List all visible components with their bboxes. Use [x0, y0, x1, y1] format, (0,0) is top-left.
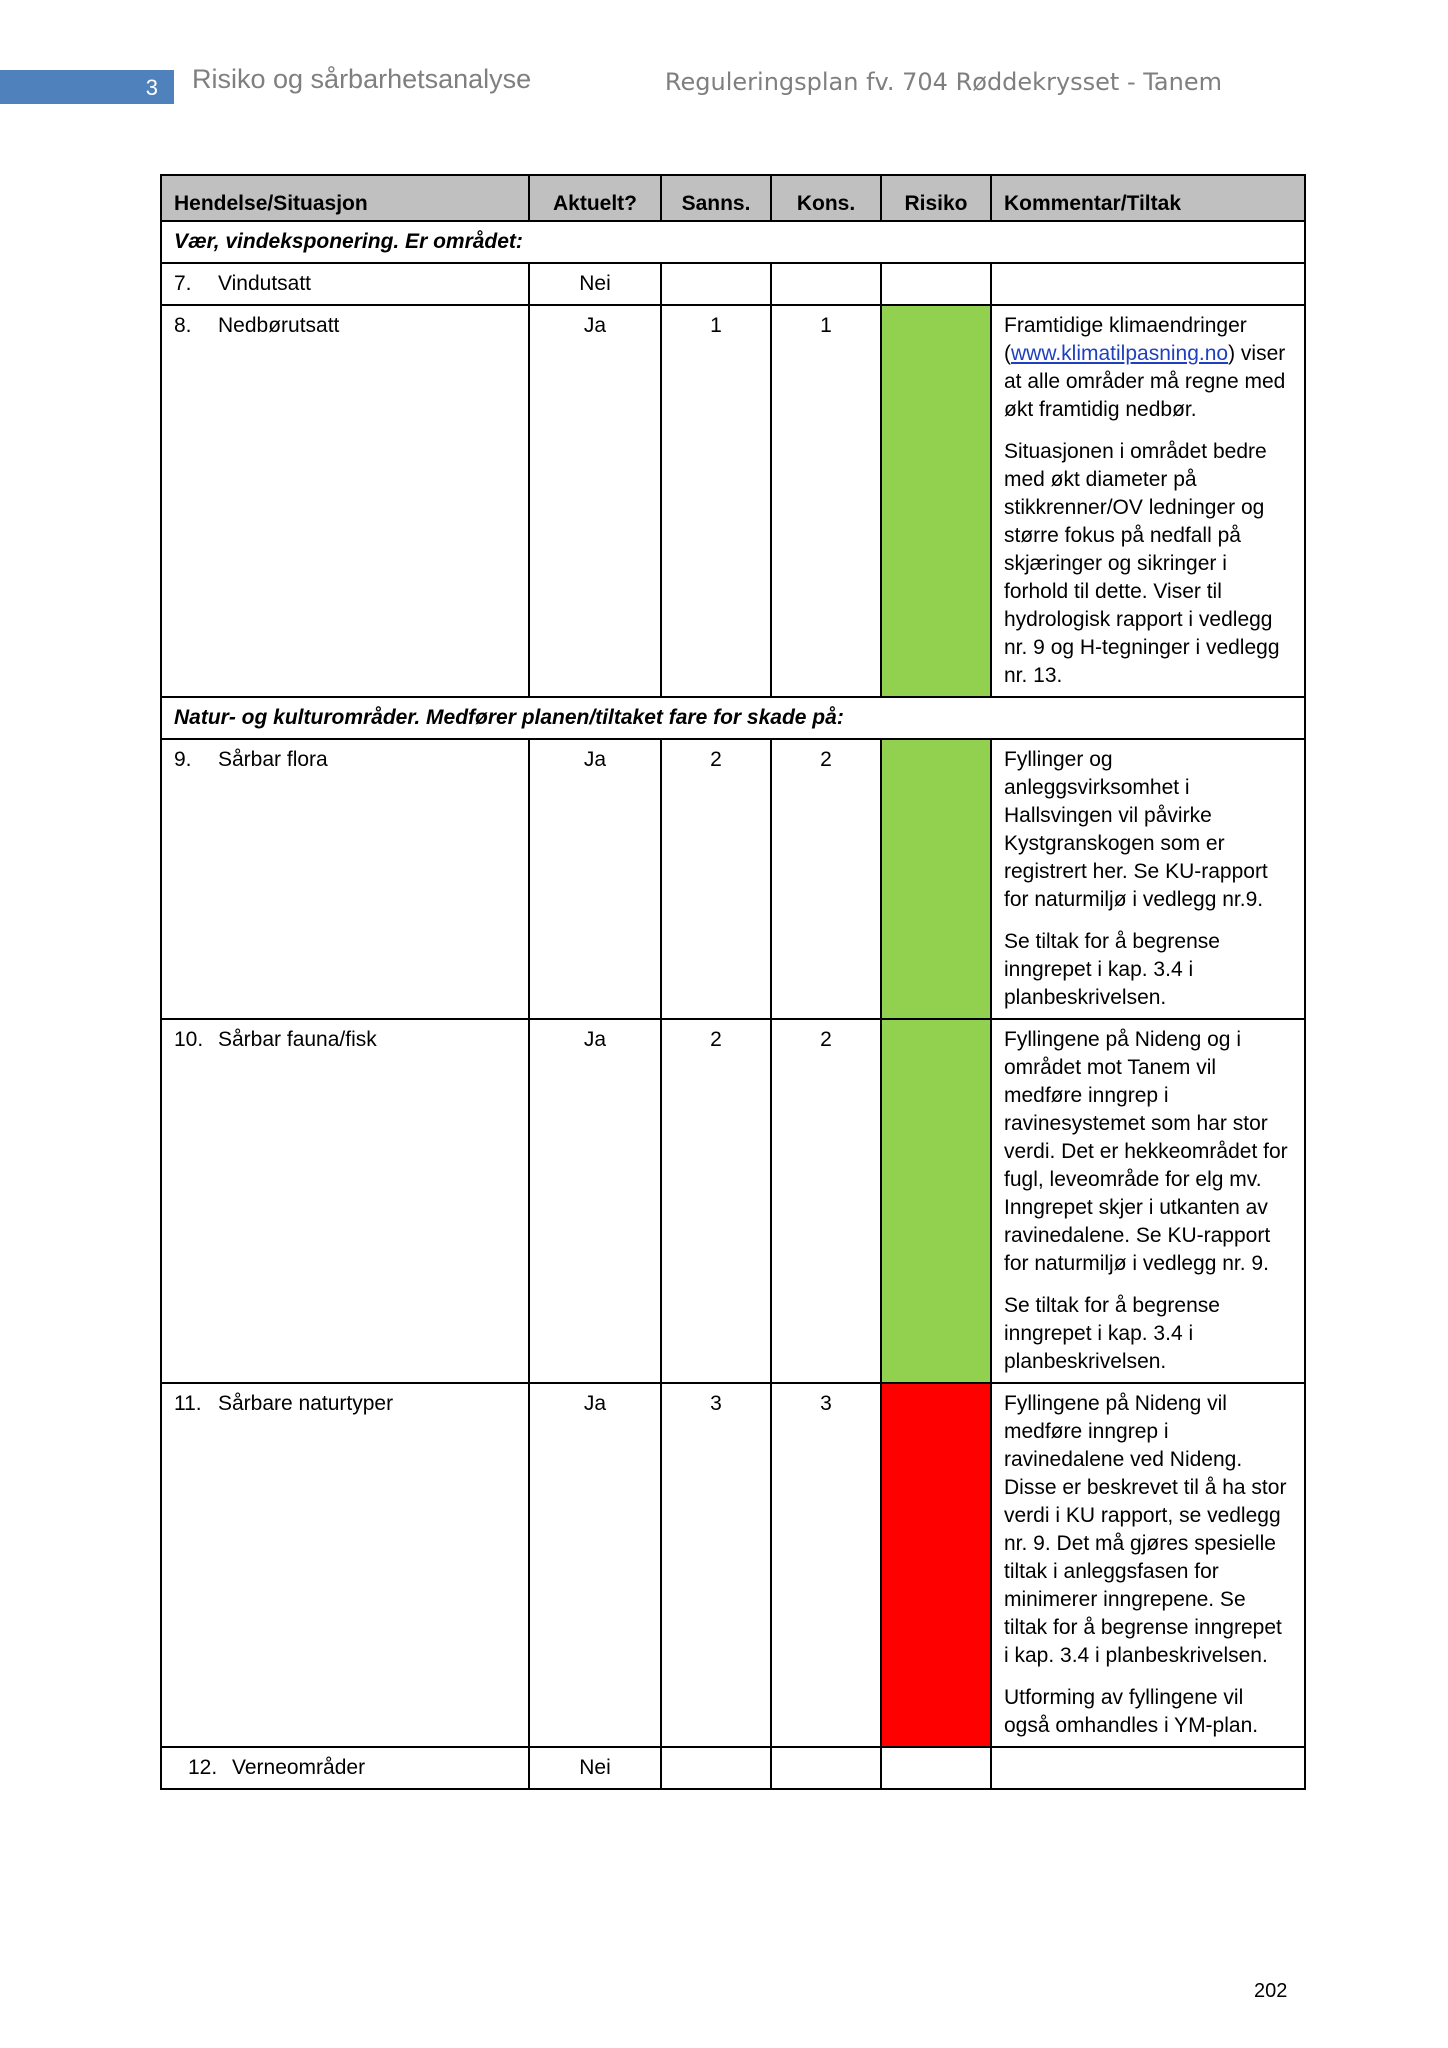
- hendelse-cell: [161, 1747, 529, 1789]
- comment-paragraph: Fyllingene på Nideng og i området mot Tanem vil medføre inngrep i ravinesystemet som har stor verdi. Det er hekkeområdet for fugl, leveområde for elg mv. Inngrepet skjer i utkanten av ravinedalene. Se KU-rapport for naturmiljø i vedlegg nr. 9.: [1004, 1028, 1288, 1275]
- col-header-kommentar: Kommentar/Tiltak: [991, 175, 1305, 221]
- comment-cell: [991, 1383, 1305, 1747]
- comment-cell: [991, 305, 1305, 697]
- kons-cell: 2: [771, 1019, 881, 1383]
- item-number: 9.: [174, 748, 192, 771]
- col-header-risiko: Risiko: [881, 175, 991, 221]
- col-header-aktuelt: Aktuelt?: [529, 175, 661, 221]
- item-number: 10.: [174, 1028, 204, 1051]
- hendelse-cell: [161, 1383, 529, 1747]
- comment-paragraph: Fyllingene på Nideng vil medføre inngrep i ravinedalene ved Nideng. Disse er beskrevet til å ha stor verdi i KU rapport, se vedlegg nr. 9. Det må gjøres spesielle tiltak i anleggsfasen for minimerer inngrepene. Se tiltak for å begrense inngrepet i kap. 3.4 i planbeskrivelsen.: [1004, 1392, 1287, 1667]
- table-row: [161, 305, 1305, 697]
- table-row: [161, 1747, 1305, 1789]
- section-title-nature: Natur- og kulturområder. Medfører planen/tiltaket fare for skade på:: [161, 697, 1305, 739]
- hendelse-cell: [161, 739, 529, 1019]
- section-row-weather: [161, 221, 1305, 263]
- comment-cell: [991, 1747, 1305, 1789]
- item-number: 11.: [174, 1392, 202, 1415]
- sanns-cell: 2: [661, 739, 771, 1019]
- risk-cell: [881, 1747, 991, 1789]
- sanns-cell: 1: [661, 305, 771, 697]
- risk-cell-green: [881, 1019, 991, 1383]
- col-header-hendelse: Hendelse/Situasjon: [161, 175, 529, 221]
- kons-cell: [771, 263, 881, 305]
- item-name: Nedbørutsatt: [218, 314, 340, 337]
- aktuelt-cell: Nei: [529, 263, 661, 305]
- klimatilpasning-link[interactable]: www.klimatilpasning.no: [1011, 342, 1229, 365]
- comment-cell: [991, 1019, 1305, 1383]
- comment-paragraph: Framtidige klimaendringer (www.klimatilpasning.no) viser at alle områder må regne med økt framtidig nedbør.: [1004, 314, 1286, 421]
- sanns-cell: [661, 1747, 771, 1789]
- item-number: 8.: [174, 314, 192, 337]
- col-header-sanns: Sanns.: [661, 175, 771, 221]
- item-name: Sårbar flora: [218, 748, 328, 771]
- comment-paragraph: Fyllinger og anleggsvirksomhet i Hallsvingen vil påvirke Kystgranskogen som er registrert her. Se KU-rapport for naturmiljø i vedlegg nr.9.: [1004, 748, 1268, 911]
- comment-paragraph: Se tiltak for å begrense inngrepet i kap. 3.4 i planbeskrivelsen.: [1004, 1294, 1220, 1373]
- risk-cell-green: [881, 739, 991, 1019]
- hendelse-cell: [161, 305, 529, 697]
- kons-cell: 1: [771, 305, 881, 697]
- kons-cell: 2: [771, 739, 881, 1019]
- item-number: 12.: [188, 1756, 218, 1779]
- table-row: [161, 1383, 1305, 1747]
- comment-paragraph: Situasjonen i området bedre med økt diameter på stikkrenner/OV ledninger og større fokus på nedfall på skjæringer og sikringer i forhold til dette. Viser til hydrologisk rapport i vedlegg nr. 9 og H-tegninger i vedlegg nr. 13.: [1004, 440, 1280, 687]
- kons-cell: [771, 1747, 881, 1789]
- sanns-cell: 2: [661, 1019, 771, 1383]
- risk-cell: [881, 263, 991, 305]
- aktuelt-cell: Ja: [529, 1019, 661, 1383]
- document-subtitle: Reguleringsplan fv. 704 Røddekrysset - Tanem: [664, 68, 1222, 96]
- section-title-weather: Vær, vindeksponering. Er området:: [161, 221, 1305, 263]
- col-header-kons: Kons.: [771, 175, 881, 221]
- aktuelt-cell: Ja: [529, 305, 661, 697]
- page-number: 3: [145, 75, 158, 100]
- kons-cell: 3: [771, 1383, 881, 1747]
- section-row-nature: [161, 697, 1305, 739]
- risk-cell-green: [881, 305, 991, 697]
- risk-analysis-table: [160, 174, 1306, 1790]
- item-name: Sårbare naturtyper: [218, 1392, 394, 1415]
- sanns-cell: 3: [661, 1383, 771, 1747]
- item-name: Vindutsatt: [218, 272, 312, 295]
- item-number: 7.: [174, 272, 192, 295]
- item-name: Sårbar fauna/fisk: [218, 1028, 377, 1051]
- comment-paragraph: Se tiltak for å begrense inngrepet i kap. 3.4 i planbeskrivelsen.: [1004, 930, 1220, 1009]
- aktuelt-cell: Nei: [529, 1747, 661, 1789]
- comment-cell: [991, 263, 1305, 305]
- comment-paragraph: Utforming av fyllingene vil også omhandles i YM-plan.: [1004, 1686, 1259, 1737]
- table-row: [161, 263, 1305, 305]
- table-header-row: [161, 175, 1305, 221]
- sanns-cell: [661, 263, 771, 305]
- table-row: [161, 739, 1305, 1019]
- hendelse-cell: [161, 1019, 529, 1383]
- aktuelt-cell: Ja: [529, 739, 661, 1019]
- item-name: Verneområder: [232, 1756, 366, 1779]
- hendelse-cell: [161, 263, 529, 305]
- footer-page-number: 202: [1254, 1980, 1288, 2002]
- risk-cell-red: [881, 1383, 991, 1747]
- comment-cell: [991, 739, 1305, 1019]
- aktuelt-cell: Ja: [529, 1383, 661, 1747]
- page-number-box: [0, 70, 174, 104]
- document-title: Risiko og sårbarhetsanalyse: [192, 64, 532, 94]
- table-row: [161, 1019, 1305, 1383]
